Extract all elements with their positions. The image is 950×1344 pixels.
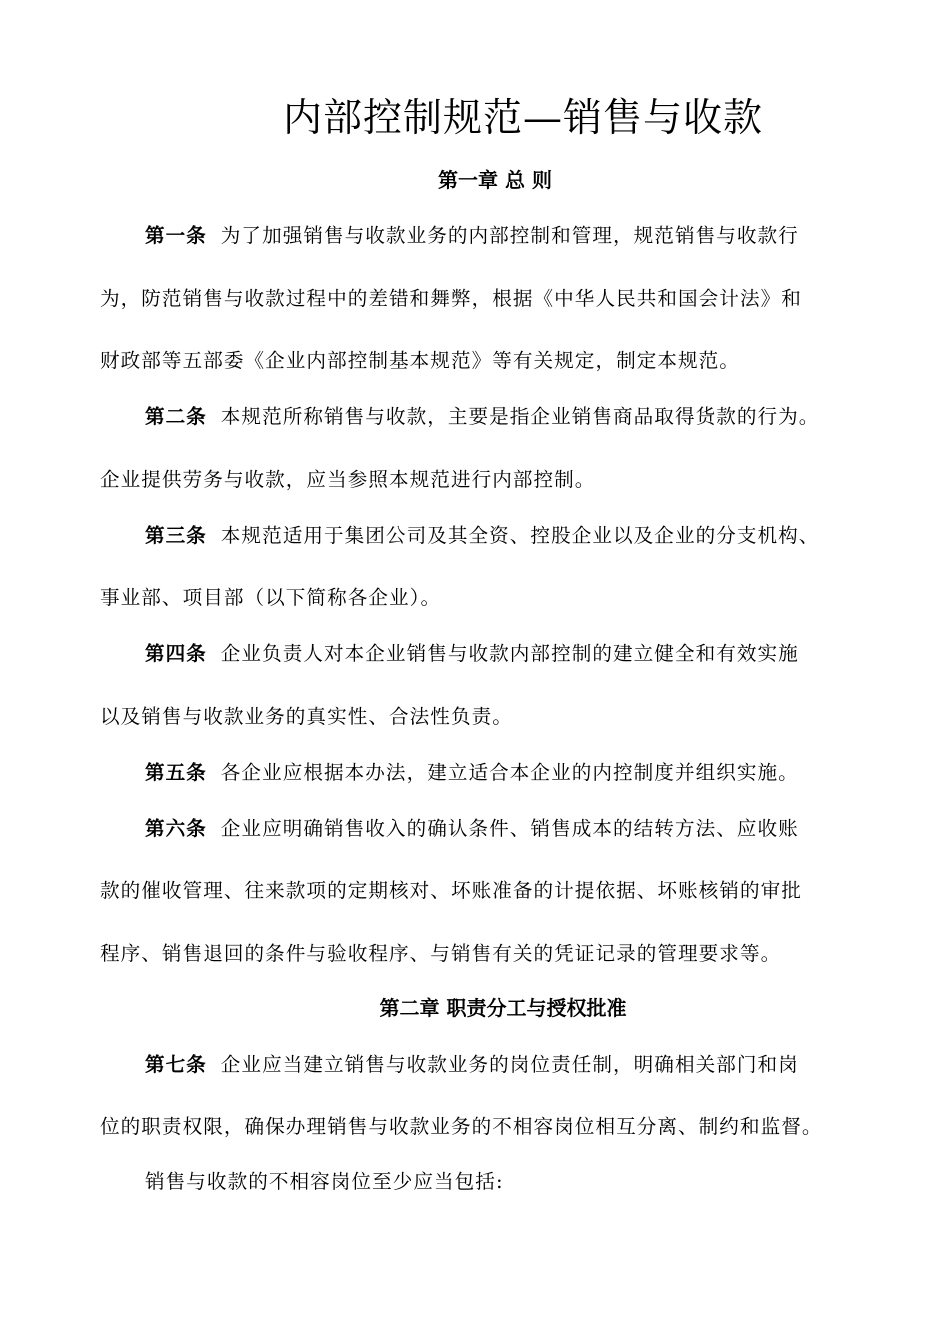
closing-line: 销售与收款的不相容岗位至少应当包括:	[145, 1170, 504, 1193]
article-7-text-1: 企业应当建立销售与收款业务的岗位责任制，明确相关部门和岗	[220, 1053, 799, 1076]
article-3-line-1	[145, 522, 819, 550]
article-2-line-1	[145, 403, 819, 431]
article-6-line-2: 款的催收管理、往来款项的定期核对、坏账准备的计提依据、坏账核销的审批	[100, 879, 802, 902]
article-1-text-1: 为了加强销售与收款业务的内部控制和管理，规范销售与收款行	[220, 224, 799, 247]
article-1-line-2: 为，防范销售与收款过程中的差错和舞弊，根据《中华人民共和国会计法》和	[100, 287, 802, 310]
article-4-number: 第四条	[145, 642, 207, 665]
chapter-1-heading: 第一章 总 则	[438, 168, 552, 192]
article-4-line-2: 以及销售与收款业务的真实性、合法性负责。	[100, 705, 513, 728]
article-3-line-2: 事业部、项目部（以下简称各企业）。	[100, 586, 442, 609]
document-title: 内部控制规范—销售与收款	[282, 96, 763, 141]
article-5-text-1: 各企业应根据本办法，建立适合本企业的内控制度并组织实施。	[220, 761, 799, 784]
article-6-number: 第六条	[145, 817, 207, 840]
article-1-line-3: 财政部等五部委《企业内部控制基本规范》等有关规定，制定本规范。	[100, 349, 740, 372]
article-7-line-1	[145, 1051, 799, 1079]
chapter-2-heading: 第二章 职责分工与授权批准	[379, 996, 627, 1020]
article-3-text-1: 本规范适用于集团公司及其全资、控股企业以及企业的分支机构、	[220, 524, 820, 547]
article-7-line-2: 位的职责权限，确保办理销售与收款业务的不相容岗位相互分离、制约和监督。	[100, 1115, 823, 1138]
article-6-text-1: 企业应明确销售收入的确认条件、销售成本的结转方法、应收账	[220, 817, 799, 840]
article-2-line-2: 企业提供劳务与收款，应当参照本规范进行内部控制。	[100, 468, 596, 491]
article-6-line-3: 程序、销售退回的条件与验收程序、与销售有关的凭证记录的管理要求等。	[100, 942, 782, 965]
article-1-number: 第一条	[145, 224, 207, 247]
article-2-text-1: 本规范所称销售与收款，主要是指企业销售商品取得货款的行为。	[220, 405, 820, 428]
article-4-line-1	[145, 640, 799, 668]
article-2-number: 第二条	[145, 405, 207, 428]
article-7-number: 第七条	[145, 1053, 207, 1076]
article-1-line-1	[145, 222, 799, 250]
article-5-number: 第五条	[145, 761, 207, 784]
article-5-line-1	[145, 759, 799, 787]
article-4-text-1: 企业负责人对本企业销售与收款内部控制的建立健全和有效实施	[220, 642, 799, 665]
article-3-number: 第三条	[145, 524, 207, 547]
article-6-line-1	[145, 815, 799, 843]
